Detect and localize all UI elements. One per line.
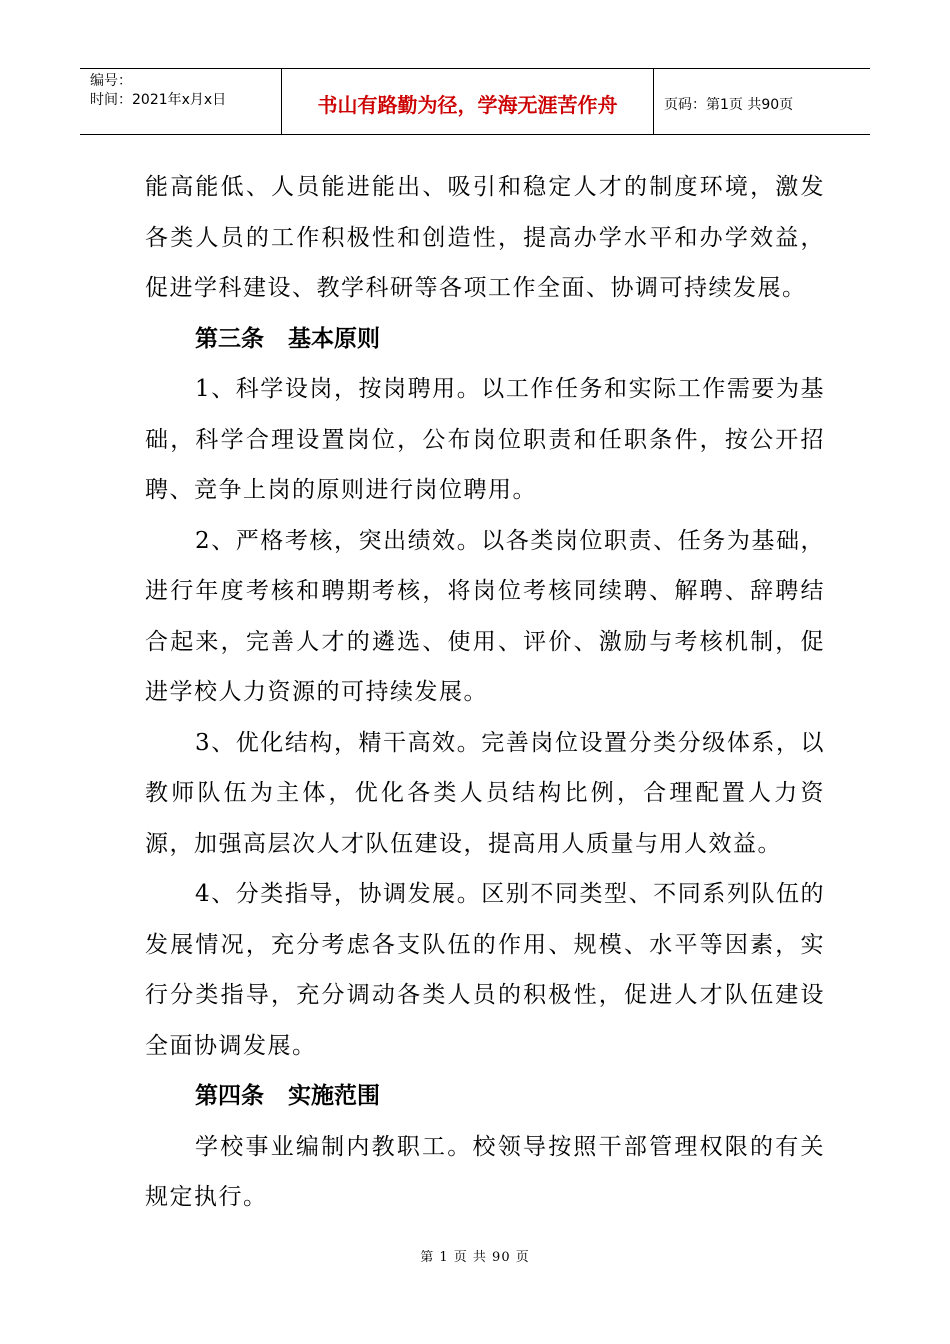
header-motto: 书山有路勤为径，学海无涯苦作舟 bbox=[282, 69, 654, 134]
paragraph-scope: 学校事业编制内教职工。校领导按照干部管理权限的有关规定执行。 bbox=[145, 1133, 825, 1210]
section-heading-article-3: 第三条 基本原则 bbox=[195, 325, 381, 352]
paragraph-principle-3: 3、优化结构，精干高效。完善岗位设置分类分级体系，以教师队伍为主体，优化各类人员结构比例，合理配置人力资源，加强高层次人才队伍建设，提高用人质量与用人效益。 bbox=[145, 729, 825, 857]
paragraph-principle-2: 2、严格考核，突出绩效。以各类岗位职责、任务为基础，进行年度考核和聘期考核，将岗位考核同续聘、解聘、辞聘结合起来，完善人才的遴选、使用、评价、激励与考核机制，促进学校人力资源的可持续发展。 bbox=[145, 527, 825, 705]
page-header bbox=[80, 68, 870, 135]
paragraph-continuation: 能高能低、人员能进能出、吸引和稳定人才的制度环境，激发各类人员的工作积极性和创造性，提高办学水平和办学效益，促进学科建设、教学科研等各项工作全面、协调可持续发展。 bbox=[145, 174, 825, 301]
number-label: 编号： bbox=[90, 73, 132, 89]
paragraph-principle-4: 4、分类指导，协调发展。区别不同类型、不同系列队伍的发展情况，充分考虑各支队伍的作用、规模、水平等因素，实行分类指导，充分调动各类人员的积极性，促进人才队伍建设全面协调发展。 bbox=[145, 881, 825, 1059]
page-footer: 第 1 页 共 90 页 bbox=[420, 1250, 530, 1265]
header-page-info: 页码：第1页 共90页 bbox=[664, 96, 794, 113]
document-body bbox=[145, 162, 825, 1223]
header-meta bbox=[80, 69, 282, 134]
time-label: 时间：2021年x月x日 bbox=[90, 92, 227, 108]
section-heading-article-4: 第四条 实施范围 bbox=[195, 1083, 381, 1109]
paragraph-principle-1: 1、科学设岗，按岗聘用。以工作任务和实际工作需要为基础，科学合理设置岗位，公布岗位职责和任职条件，按公开招聘、竞争上岗的原则进行岗位聘用。 bbox=[145, 376, 825, 503]
